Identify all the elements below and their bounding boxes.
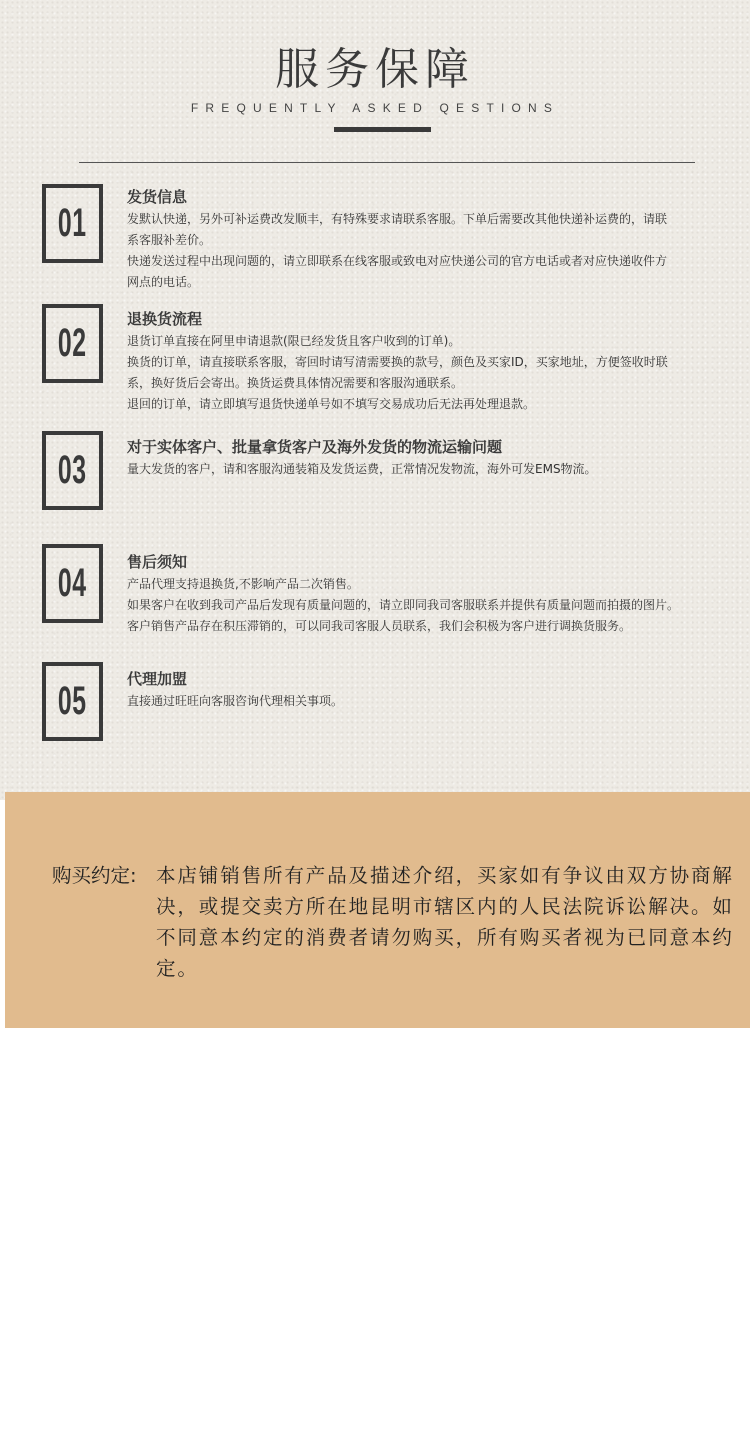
page-title: 服务保障 — [275, 44, 475, 95]
purchase-agreement-label: 购买约定: — [52, 864, 137, 887]
faq-item-returns — [127, 309, 723, 415]
item-text-line: 网点的电话。 — [127, 275, 200, 289]
item-text-line: 发默认快递，另外可补运费改发顺丰，有特殊要求请联系客服。下单后需要改其他快递补运费的，请联 — [127, 212, 668, 226]
item-heading: 退换货流程 — [127, 310, 203, 328]
item-number-05: 05 — [58, 679, 87, 723]
item-number-01: 01 — [58, 201, 87, 245]
item-text-line: 退货订单直接在阿里申请退款(限已经发货且客户收到的订单)。 — [127, 334, 461, 348]
item-heading: 代理加盟 — [127, 670, 188, 688]
item-text-line: 系，换好货后会寄出。换货运费具体情况需要和客服沟通联系。 — [127, 376, 464, 390]
item-text-line: 直接通过旺旺向客服咨询代理相关事项。 — [127, 694, 344, 708]
item-text-line: 快递发送过程中出现问题的，请立即联系在线客服或致电对应快递公司的官方电话或者对应快递收件方 — [127, 254, 668, 268]
item-number-box-04 — [42, 544, 103, 623]
faq-item-agency — [127, 669, 723, 712]
item-number-box-03 — [42, 431, 103, 510]
faq-item-after-sales — [127, 552, 723, 637]
item-text-line: 产品代理支持退换货,不影响产品二次销售。 — [127, 577, 359, 591]
item-text-line: 量大发货的客户，请和客服沟通装箱及发货运费，正常情况发物流，海外可发EMS物流。 — [127, 462, 597, 476]
item-text-line: 系客服补差价。 — [127, 233, 212, 247]
item-heading: 对于实体客户、批量拿货客户及海外发货的物流运输问题 — [127, 438, 503, 456]
purchase-agreement-panel — [5, 792, 750, 1028]
item-text-line: 如果客户在收到我司产品后发现有质量问题的，请立即同我司客服联系并提供有质量问题而拍摄的图片。 — [127, 598, 680, 612]
item-text-line: 客户销售产品存在积压滞销的，可以同我司客服人员联系，我们会积极为客户进行调换货服务。 — [127, 619, 632, 633]
faq-item-shipping — [127, 187, 723, 293]
item-text-line: 换货的订单，请直接联系客服，寄回时请写清需要换的款号，颜色及买家ID，买家地址，方便签收时联 — [127, 355, 668, 369]
faq-item-logistics — [127, 437, 723, 480]
item-number-02: 02 — [58, 321, 87, 365]
page-subtitle: FREQUENTLY ASKED QESTIONS — [190, 101, 560, 115]
item-number-03: 03 — [58, 448, 87, 492]
purchase-agreement-text: 本店铺销售所有产品及描述介绍，买家如有争议由双方协商解决，或提交卖方所在地昆明市辖区内的人民法院诉讼解决。如不同意本约定的消费者请勿购买，所有购买者视为已同意本约定。 — [156, 864, 734, 980]
title-underline-bar — [334, 127, 431, 132]
item-heading: 售后须知 — [127, 553, 188, 571]
item-number-box-02 — [42, 304, 103, 383]
section-divider — [79, 162, 695, 163]
item-number-box-05 — [42, 662, 103, 741]
item-text-line: 退回的订单，请立即填写退货快递单号如不填写交易成功后无法再处理退款。 — [127, 397, 536, 411]
item-number-04: 04 — [58, 561, 87, 605]
item-heading: 发货信息 — [127, 188, 188, 206]
item-number-box-01 — [42, 184, 103, 263]
